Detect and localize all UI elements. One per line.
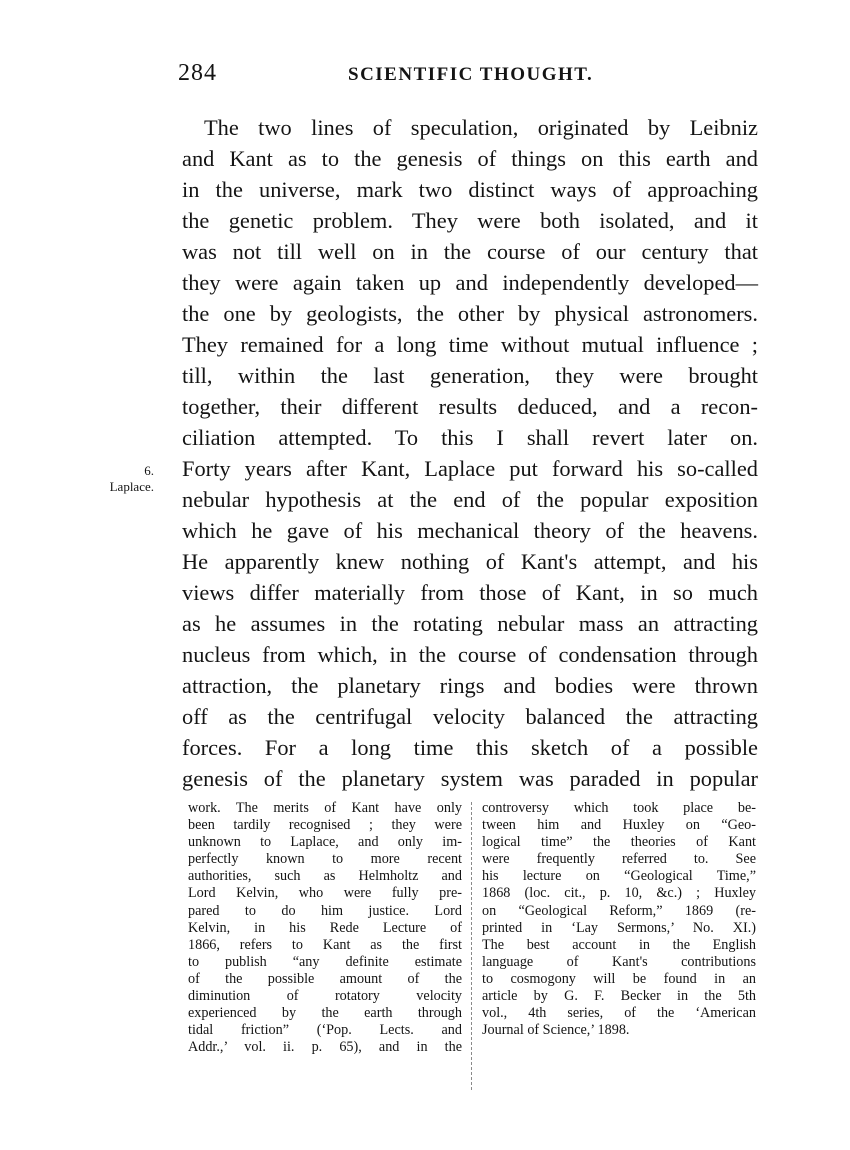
- body-line: was not till well on in the course of our century that: [182, 239, 758, 264]
- footnote-column-right: [482, 800, 756, 1039]
- body-line: which he gave of his mechanical theory of the heavens.: [182, 518, 758, 543]
- footnote-line: 1866, refers to Kant as the first: [188, 936, 462, 953]
- footnote-line: tween him and Huxley on “Geo-: [482, 817, 756, 834]
- body-line: together, their different results deduced, and a recon-: [182, 394, 758, 419]
- footnote-line: work. The merits of Kant have only: [188, 800, 462, 816]
- footnote-line: Lord Kelvin, who were fully pre-: [188, 885, 462, 902]
- footnote-line: article by G. F. Becker in the 5th: [482, 988, 756, 1005]
- body-line: in the universe, mark two distinct ways of approaching: [182, 177, 758, 202]
- footnote-line: unknown to Laplace, and only im-: [188, 834, 462, 851]
- footnote-line: authorities, such as Helmholtz and: [188, 868, 462, 885]
- footnote-column-divider: [471, 802, 472, 1090]
- footnote-line: vol., 4th series, of the ‘American: [482, 1005, 756, 1022]
- body-line: They remained for a long time without mutual influence ;: [182, 332, 758, 357]
- footnote-line: controversy which took place be-: [482, 800, 756, 816]
- page-number: 284: [178, 60, 217, 86]
- footnote-line: on “Geological Reform,” 1869 (re-: [482, 902, 756, 919]
- footnote-line: diminution of rotatory velocity: [188, 988, 462, 1005]
- footnote-line: pared to do him justice. Lord: [188, 902, 462, 919]
- body-line: Forty years after Kant, Laplace put forward his so-called: [182, 456, 758, 481]
- footnote-column-left: [188, 800, 462, 1056]
- body-line: views differ materially from those of Kant, in so much: [182, 580, 758, 605]
- footnote-line: printed in ‘Lay Sermons,’ No. XI.): [482, 919, 756, 936]
- footnote-line: Journal of Science,’ 1898.: [482, 1022, 630, 1039]
- body-line: nebular hypothesis at the end of the popular exposition: [182, 487, 758, 512]
- body-line: and Kant as to the genesis of things on this earth and: [182, 146, 758, 171]
- footnote-line: Addr.,’ vol. ii. p. 65), and in the: [188, 1039, 462, 1056]
- margin-note-label: Laplace.: [109, 479, 154, 494]
- footnote-line: logical time” the theories of Kant: [482, 834, 756, 851]
- page-header: [178, 60, 758, 90]
- body-line: the genetic problem. They were both isolated, and it: [182, 208, 758, 233]
- running-title: SCIENTIFIC THOUGHT.: [348, 64, 594, 85]
- body-line: genesis of the planetary system was paraded in popular: [182, 766, 758, 791]
- footnote-line: his lecture on “Geological Time,”: [482, 868, 756, 885]
- body-line: ciliation attempted. To this I shall revert later on.: [182, 425, 758, 450]
- footnote-line: to cosmogony will be found in an: [482, 970, 756, 987]
- footnote-line: were frequently referred to. See: [482, 851, 756, 868]
- body-line: the one by geologists, the other by physical astronomers.: [182, 301, 758, 326]
- body-line: nucleus from which, in the course of condensation through: [182, 642, 758, 667]
- body-line: attraction, the planetary rings and bodies were thrown: [182, 673, 758, 698]
- body-line: as he assumes in the rotating nebular mass an attracting: [182, 611, 758, 636]
- footnote-line: language of Kant's contributions: [482, 953, 756, 970]
- footnote-line: tidal friction” (‘Pop. Lects. and: [188, 1022, 462, 1039]
- body-line: The two lines of speculation, originated by Leibniz: [204, 115, 758, 140]
- footnote-line: perfectly known to more recent: [188, 851, 462, 868]
- margin-note-number: 6.: [144, 463, 154, 478]
- body-line: till, within the last generation, they were brought: [182, 363, 758, 388]
- body-line: forces. For a long time this sketch of a possible: [182, 735, 758, 760]
- footnote-line: been tardily recognised ; they were: [188, 817, 462, 834]
- body-text: [182, 112, 758, 794]
- footnote-line: of the possible amount of the: [188, 970, 462, 987]
- footnote-line: The best account in the English: [482, 936, 756, 953]
- footnote-line: Kelvin, in his Rede Lecture of: [188, 919, 462, 936]
- body-line: He apparently knew nothing of Kant's attempt, and his: [182, 549, 758, 574]
- margin-note: [92, 463, 154, 495]
- footnote-line: 1868 (loc. cit., p. 10, &c.) ; Huxley: [482, 885, 756, 902]
- footnote-line: experienced by the earth through: [188, 1005, 462, 1022]
- body-line: they were again taken up and independently developed—: [182, 270, 758, 295]
- footnote-line: to publish “any definite estimate: [188, 953, 462, 970]
- body-line: off as the centrifugal velocity balanced the attracting: [182, 704, 758, 729]
